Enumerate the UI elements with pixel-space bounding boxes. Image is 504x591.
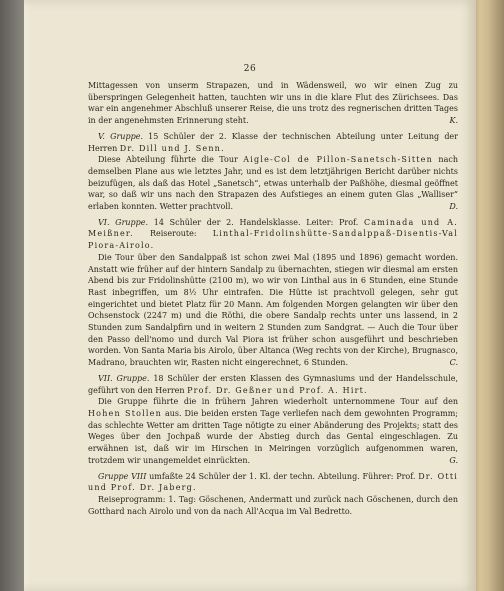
book-gutter xyxy=(0,0,24,591)
group-6-leaders: Caminada und A. Meißner. xyxy=(88,217,458,239)
signature-g: G. xyxy=(449,455,458,465)
group-5-header: V. Gruppe. 15 Schüler der 2. Klasse der technischen Abteilung unter Leitung der Herren Dr. Dill und J. Senn. xyxy=(88,131,458,153)
page-number: 26 xyxy=(243,64,257,74)
group-8-body: Reiseprogramm: 1. Tag: Göschenen, Andermatt und zurück nach Göschenen, durch den Gotthard nach Airolo und von da nach All'Acqua im Val Bedretto. xyxy=(88,494,458,516)
group-7-route: Hohen Stollen xyxy=(88,408,162,418)
group-8-label: Gruppe VIII xyxy=(98,471,147,481)
group-8-header: Gruppe VIII umfaßte 24 Schüler der 1. Kl. der techn. Abteilung. Führer: Prof. Dr. Otti und Prof. Dr. Jaberg. xyxy=(88,471,458,493)
group-6-label: VI. Gruppe. xyxy=(98,217,149,227)
group-5-body: Diese Abteilung führte die Tour Aigle-Col de Pillon-Sanetsch-Sitten nach demselben Plane aus wie letztes Jahr, und es ist dem letztjährigen Bericht darüber nichts beizufügen, als daß das Hotel „Sanetsch“, etwas unterhalb der Paßhöhe, diesmal geöffnet war, so daß wir uns nach den Strapazen des Aufstieges an einem guten Glas „Walliser“ erlaben konnten. Wetter prachtvoll. D. xyxy=(88,155,458,212)
group-6-header: VI. Gruppe. 14 Schüler der 2. Handelsklasse. Leiter: Prof. Caminada und A. Meißner. Reiseroute: Linthal-Fridolinshütte-Sandalppaß-Disentis-Val Piora-Airolo. xyxy=(88,217,458,251)
group-7-leaders: Prof. Dr. Geßner und Prof. A. Hirt. xyxy=(187,385,368,395)
group-5-leaders: Dr. Dill und J. Senn. xyxy=(119,143,225,153)
group-6-body: Die Tour über den Sandalppaß ist schon zwei Mal (1895 und 1896) gemacht worden. Anstatt wie früher auf der hintern Sandalp zu übernachten, stiegen wir diesmal am ersten Abend bis zur Fridolinshütte (2100 m), wo wir von Linthal aus in 6 Stunden, eine Stunde Rast inbegriffen, um 8½ Uhr eintrafen. Die Hütte ist prachtvoll gelegen, sehr gut eingerichtet und bietet Platz für 20 Mann. Am folgenden Morgen gelangten wir über den Ochsenstock (2247 m) und die Röthi, die obere Sandalp rechts unter uns lassend, in 2 Stunden zum Sandalpfirn und in weitern 2 Stunden zum Sandgrat. — Auch die Tour über den Passo dell'nomo und durch Val Piora ist früher schon ausgeführt und beschrieben worden. Von Santa Maria bis Airolo, über Altanca (Weg rechts von der Kirche), Brugnasco, Madrano, brauchten wir, Rasten nicht eingerechnet, 6 Stunden. C. xyxy=(88,252,458,368)
signature-c: C. xyxy=(449,358,458,368)
paragraph-trip-end: Mittagessen von unserm Strapazen, und in Wädensweil, wo wir einen Zug zu überspringen Gelegenheit hatten, tauchten wir uns in die klare Flut des Zürichsees. Das war ein angenehmer Abschluß unserer Reise, die uns trotz des regnerischen dritten Tages in der angenehmsten Erinnerung steht. K. xyxy=(88,81,458,126)
next-page-edge xyxy=(476,0,504,591)
signature-k: K. xyxy=(449,116,458,126)
group-7-label: VII. Gruppe. xyxy=(98,373,150,383)
page-text xyxy=(88,80,458,517)
group-8-leaders: Dr. Otti und Prof. Dr. Jaberg. xyxy=(88,471,458,493)
signature-d: D. xyxy=(449,202,458,212)
group-7-header: VII. Gruppe. 18 Schüler der ersten Klassen des Gymnasiums und der Handelsschule, geführt von den Herren Prof. Dr. Geßner und Prof. A. Hirt. xyxy=(88,373,458,395)
group-6-route: Linthal-Fridolinshütte-Sandalppaß-Disentis-Val Piora-Airolo. xyxy=(88,229,458,251)
group-5-route: Aigle-Col de Pillon-Sanetsch-Sitten xyxy=(243,155,433,165)
group-7-body: Die Gruppe führte die in frühern Jahren wiederholt unternommene Tour auf den Hohen Stollen aus. Die beiden ersten Tage verliefen nach dem gewohnten Programm; das schlechte Wetter am dritten Tage nötigte zu einer Abänderung des Projekts; statt des Weges über den Jochpaß wurde der Abstieg durch das Gental eingeschlagen. Zu erwähnen ist, daß wir im Hirschen in Meiringen vorzüglich aufgenommen waren, trotzdem wir unangemeldet einrückten. G. xyxy=(88,397,458,465)
group-5-label: V. Gruppe. xyxy=(98,131,143,141)
